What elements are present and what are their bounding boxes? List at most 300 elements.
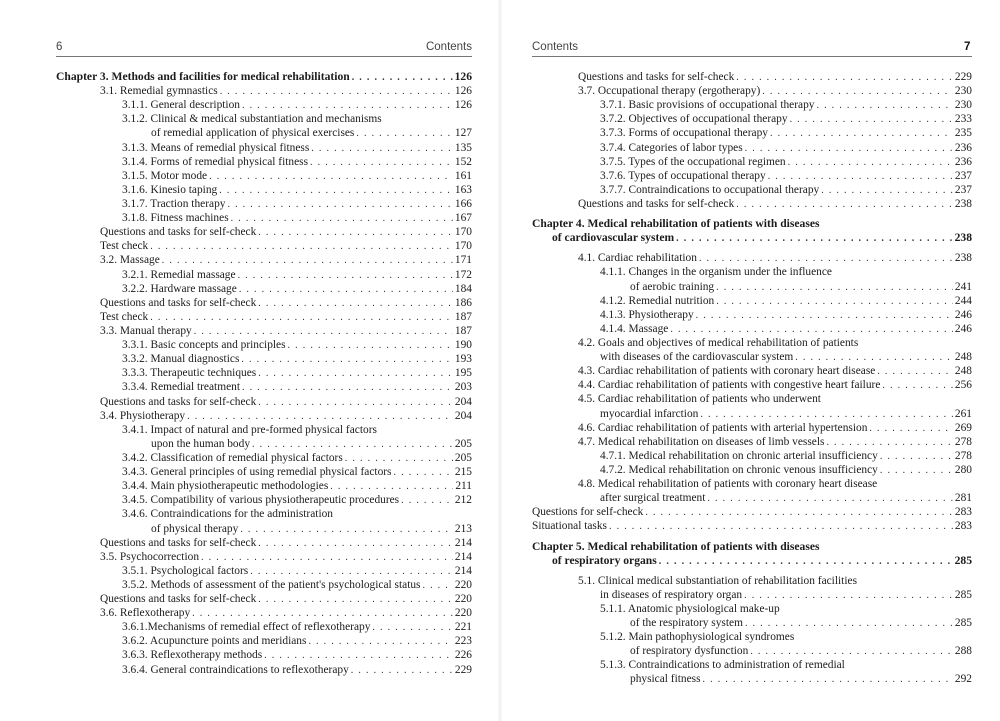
toc-entry-title: 3.3.3. Therapeutic techniques	[122, 367, 257, 380]
toc-entry[interactable]	[56, 479, 472, 493]
toc-entry[interactable]	[56, 522, 472, 536]
toc-entry-title: 4.1.3. Physiotherapy	[600, 308, 694, 321]
toc-entry-title: 3.7. Occupational therapy (ergotherapy)	[578, 85, 761, 98]
toc-entry[interactable]	[56, 126, 472, 140]
toc-page-number: 288	[954, 645, 972, 658]
toc-page-number: 238	[954, 197, 972, 210]
toc-entry-title: 3.5.2. Methods of assessment of the patient's psychological status	[122, 578, 421, 591]
toc-entry[interactable]	[532, 630, 972, 644]
right-header-rule	[532, 56, 972, 57]
toc-entry[interactable]	[532, 183, 972, 197]
toc-dot-leader	[356, 127, 453, 141]
toc-entry-title: 4.1.2. Remedial nutrition	[600, 294, 715, 307]
toc-page-number: 226	[454, 649, 472, 662]
toc-page-number: 205	[454, 437, 472, 450]
toc-page-number: 190	[454, 339, 472, 352]
toc-entry[interactable]	[56, 606, 472, 620]
toc-entry-title: 3.7.3. Forms of occupational therapy	[600, 127, 768, 140]
toc-entry-title: 3.1. Remedial gymnastics	[100, 85, 218, 98]
toc-entry-title: 4.1.1. Changes in the organism under the influence	[600, 266, 832, 279]
toc-page-number: 204	[454, 395, 472, 408]
toc-page-number: 220	[454, 593, 472, 606]
toc-page-number: 233	[954, 113, 972, 126]
toc-entry-title: 3.7.4. Categories of labor types	[600, 141, 743, 154]
toc-entry-title: Chapter 3. Methods and facilities for medical rehabilitation	[56, 70, 350, 83]
toc-page-number: 261	[954, 407, 972, 420]
toc-entry-title: Questions and tasks for self-check	[100, 593, 257, 606]
toc-page-number: 237	[954, 183, 972, 196]
toc-dot-leader	[736, 198, 953, 212]
toc-page-number: 170	[454, 226, 472, 239]
toc-dot-leader	[194, 325, 453, 339]
toc-entry[interactable]	[56, 268, 472, 282]
toc-entry[interactable]	[532, 155, 972, 169]
toc-page-number: 152	[454, 155, 472, 168]
toc-entry-title: 4.1. Cardiac rehabilitation	[578, 252, 697, 265]
toc-page-number: 166	[454, 197, 472, 210]
toc-entry[interactable]	[56, 112, 472, 126]
left-page	[0, 0, 497, 721]
toc-entry[interactable]	[56, 507, 472, 521]
toc-page-number: 248	[954, 365, 972, 378]
toc-entry[interactable]	[56, 338, 472, 352]
toc-entry-title: 3.7.7. Contraindications to occupational therapy	[600, 183, 820, 196]
toc-entry-title: 3.4.2. Classification of remedial physical factors	[122, 451, 343, 464]
toc-entry-title: Questions and tasks for self-check	[100, 226, 257, 239]
toc-entry[interactable]	[532, 519, 972, 533]
toc-entry[interactable]	[532, 616, 972, 630]
toc-entry[interactable]	[56, 84, 472, 98]
toc-dot-leader	[258, 226, 453, 240]
toc-dot-leader	[162, 254, 453, 268]
toc-page-number: 256	[954, 379, 972, 392]
toc-entry[interactable]	[532, 112, 972, 126]
toc-dot-leader	[882, 379, 953, 393]
toc-entry-title: 3.4.4. Main physiotherapeutic methodologies	[122, 480, 329, 493]
toc-page-number: 285	[954, 588, 972, 601]
toc-page-number: 244	[954, 294, 972, 307]
toc-entry[interactable]	[56, 437, 472, 451]
toc-chapter-entry[interactable]	[532, 231, 972, 245]
toc-entry[interactable]	[56, 550, 472, 564]
toc-entry[interactable]	[56, 239, 472, 253]
right-running-head: Contents	[532, 41, 579, 53]
toc-entry-title: of remedial application of physical exercises	[151, 127, 355, 140]
toc-entry-title: of respiratory dysfunction	[630, 645, 749, 658]
toc-entry-title: in diseases of respiratory organ	[600, 588, 743, 601]
toc-entry[interactable]	[56, 324, 472, 338]
toc-page-number: 221	[454, 621, 472, 634]
toc-entry-title: 3.3.4. Remedial treatment	[122, 381, 240, 394]
toc-entry-title: 5.1. Clinical medical substantiation of rehabilitation facilities	[578, 574, 857, 587]
toc-entry-title: Questions and tasks for self-check	[100, 395, 257, 408]
toc-page-number: 229	[454, 663, 472, 676]
toc-entry-title: 3.3.1. Basic concepts and principles	[122, 339, 286, 352]
toc-dot-leader	[264, 649, 453, 663]
toc-entry-title: Situational tasks	[532, 520, 607, 533]
toc-page-number: 167	[454, 212, 472, 225]
toc-dot-leader	[736, 71, 953, 85]
toc-entry[interactable]	[56, 169, 472, 183]
toc-entry-title: 5.1.1. Anatomic physiological make-up	[600, 602, 780, 615]
toc-entry[interactable]	[56, 423, 472, 437]
toc-entry-title: 3.5.1. Psychological factors	[122, 564, 249, 577]
toc-page-number: 127	[454, 127, 472, 140]
toc-entry[interactable]	[532, 658, 972, 672]
toc-entry[interactable]	[56, 663, 472, 677]
toc-chapter-entry[interactable]	[532, 554, 972, 568]
toc-dot-leader	[231, 212, 453, 226]
toc-page-number: 170	[454, 240, 472, 253]
toc-dot-leader	[308, 635, 452, 649]
toc-page-number: 285	[954, 553, 972, 567]
toc-page-number: 237	[954, 169, 972, 182]
toc-entry-title: of respiratory organs	[552, 553, 657, 567]
toc-page-number: 184	[454, 282, 472, 295]
toc-page-number: 229	[954, 71, 972, 83]
toc-page-number: 214	[454, 550, 472, 563]
toc-entry-title: 3.7.2. Objectives of occupational therapy	[600, 113, 788, 126]
toc-dot-leader	[745, 617, 953, 631]
toc-dot-leader	[401, 494, 453, 508]
toc-entry-title: myocardial infarction	[600, 407, 699, 420]
toc-dot-leader	[311, 142, 453, 156]
toc-dot-leader	[790, 113, 953, 127]
toc-page-number: 246	[954, 308, 972, 321]
toc-page-number: 238	[954, 231, 972, 245]
toc-page-number: 280	[954, 463, 972, 476]
toc-page-number: 135	[454, 141, 472, 154]
toc-page-number: 230	[954, 85, 972, 98]
toc-entry-title: 3.7.1. Basic provisions of occupational therapy	[600, 99, 815, 112]
toc-dot-leader	[696, 309, 953, 323]
toc-dot-leader	[220, 85, 453, 99]
toc-entry[interactable]	[532, 126, 972, 140]
toc-page-number: 236	[954, 155, 972, 168]
toc-page-number: 285	[954, 617, 972, 630]
toc-dot-leader	[288, 339, 453, 353]
toc-dot-leader	[242, 381, 453, 395]
toc-entry[interactable]	[532, 491, 972, 505]
toc-entry-title: Questions for self-check	[532, 506, 644, 519]
toc-entry-title: of the respiratory system	[630, 617, 743, 630]
toc-entry[interactable]	[532, 505, 972, 519]
toc-page-number: 214	[454, 564, 472, 577]
toc-entry-title: 4.8. Medical rehabilitation of patients with coronary heart disease	[578, 478, 878, 491]
toc-dot-leader	[670, 323, 953, 337]
toc-dot-leader	[770, 127, 953, 141]
toc-entry[interactable]	[532, 574, 972, 588]
toc-page-number: 236	[954, 141, 972, 154]
toc-entry-title: 5.1.3. Contraindications to administration of remedial	[600, 659, 845, 672]
toc-entry[interactable]	[56, 352, 472, 366]
toc-page-number: 278	[954, 449, 972, 462]
right-page-number: 7	[964, 41, 971, 53]
toc-entry-title: 4.1.4. Massage	[600, 322, 669, 335]
toc-page-number: 241	[954, 280, 972, 293]
toc-entry[interactable]	[56, 465, 472, 479]
toc-entry-title: 4.7.2. Medical rehabilitation on chronic venous insufficiency	[600, 463, 878, 476]
toc-dot-leader	[795, 351, 953, 365]
toc-entry[interactable]	[56, 395, 472, 409]
toc-entry[interactable]	[532, 265, 972, 279]
toc-dot-leader	[239, 283, 453, 297]
toc-entry[interactable]	[532, 364, 972, 378]
toc-entry-title: 3.1.2. Clinical & medical substantiation and mechanisms	[122, 113, 382, 126]
toc-entry-title: 3.4.3. General principles of using remedial physical factors	[122, 466, 392, 479]
toc-dot-leader	[821, 184, 953, 198]
toc-dot-leader	[241, 353, 453, 367]
toc-dot-leader	[330, 480, 453, 494]
toc-page-number: 281	[954, 492, 972, 505]
toc-page-number: 230	[954, 99, 972, 112]
toc-entry[interactable]	[56, 380, 472, 394]
toc-entry-title: 3.1.5. Motor mode	[122, 169, 208, 182]
toc-page-number: 223	[454, 635, 472, 648]
toc-entry[interactable]	[532, 98, 972, 112]
toc-entry-title: Test check	[100, 240, 149, 253]
toc-entry-title: of cardiovascular system	[552, 231, 675, 245]
toc-entry[interactable]	[56, 183, 472, 197]
toc-dot-leader	[762, 85, 953, 99]
toc-entry[interactable]	[532, 477, 972, 491]
toc-dot-leader	[345, 452, 453, 466]
toc-entry-title: 3.4.6. Contraindications for the administration	[122, 508, 334, 521]
toc-entry-title: upon the human body	[151, 437, 251, 450]
toc-entry-title: 4.7.1. Medical rehabilitation on chronic arterial insufficiency	[600, 449, 878, 462]
toc-entry-title: 3.4.5. Compatibility of various physiotherapeutic procedures	[122, 494, 400, 507]
toc-entry-title: 3.3.2. Manual diagnostics	[122, 353, 240, 366]
toc-entry[interactable]	[56, 366, 472, 380]
toc-entry[interactable]	[532, 407, 972, 421]
toc-entry[interactable]	[56, 225, 472, 239]
toc-entry[interactable]	[56, 536, 472, 550]
toc-entry[interactable]	[56, 634, 472, 648]
toc-dot-leader	[699, 252, 953, 266]
toc-entry-title: physical fitness	[630, 673, 701, 686]
toc-entry-title: 3.4.1. Impact of natural and pre-formed physical factors	[122, 423, 377, 436]
toc-dot-leader	[609, 520, 953, 534]
toc-page-number: 235	[954, 127, 972, 140]
toc-page-number: 292	[954, 673, 972, 686]
toc-entry[interactable]	[56, 282, 472, 296]
toc-dot-leader	[252, 438, 453, 452]
toc-dot-leader	[310, 156, 453, 170]
toc-entry-title: Chapter 4. Medical rehabilitation of patients with diseases	[532, 217, 820, 231]
toc-entry-title: with diseases of the cardiovascular system	[600, 351, 794, 364]
toc-entry-title: 3.6. Reflexotherapy	[100, 607, 191, 620]
toc-page-number: 283	[954, 506, 972, 519]
toc-entry[interactable]	[532, 322, 972, 336]
toc-dot-leader	[240, 523, 453, 537]
toc-entry[interactable]	[56, 155, 472, 169]
toc-entry[interactable]	[56, 310, 472, 324]
toc-page-number: 269	[954, 421, 972, 434]
toc-dot-leader	[372, 621, 453, 635]
right-page	[503, 0, 1000, 721]
toc-entry-title: 4.4. Cardiac rehabilitation of patients with congestive heart failure	[578, 379, 881, 392]
toc-entry[interactable]	[56, 98, 472, 112]
toc-entry[interactable]	[532, 449, 972, 463]
toc-entry-title: Chapter 5. Medical rehabilitation of patients with diseases	[532, 539, 820, 553]
toc-entry[interactable]	[56, 197, 472, 211]
toc-entry[interactable]	[532, 378, 972, 392]
toc-dot-leader	[645, 506, 953, 520]
toc-entry-title: 4.2. Goals and objectives of medical rehabilitation of patients	[578, 336, 859, 349]
toc-page-number: 204	[454, 409, 472, 422]
toc-entry-title: 3.5. Psychocorrection	[100, 550, 200, 563]
toc-entry-title: 4.5. Cardiac rehabilitation of patients who underwent	[578, 393, 821, 406]
toc-entry[interactable]	[532, 169, 972, 183]
left-toc	[56, 70, 472, 677]
toc-entry[interactable]	[532, 435, 972, 449]
toc-entry-title: 3.3. Manual therapy	[100, 324, 192, 337]
toc-dot-leader	[716, 295, 953, 309]
toc-entry[interactable]	[532, 602, 972, 616]
toc-dot-leader	[242, 99, 453, 113]
toc-dot-leader	[258, 297, 453, 311]
left-header-rule	[56, 56, 472, 57]
toc-entry[interactable]	[56, 578, 472, 592]
toc-entry-title: of aerobic training	[630, 280, 715, 293]
toc-entry-title: Questions and tasks for self-check	[578, 197, 735, 210]
toc-dot-leader	[394, 466, 453, 480]
toc-dot-leader	[707, 492, 952, 506]
toc-dot-leader	[187, 410, 453, 424]
toc-dot-leader	[700, 408, 953, 422]
toc-dot-leader	[201, 551, 453, 565]
toc-entry-title: 4.3. Cardiac rehabilitation of patients with coronary heart disease	[578, 365, 876, 378]
toc-page-number: 126	[454, 99, 472, 112]
toc-entry[interactable]	[532, 463, 972, 477]
toc-page-number: 220	[454, 607, 472, 620]
toc-page-number: 211	[455, 480, 472, 493]
toc-page-number: 187	[454, 310, 472, 323]
toc-entry[interactable]	[532, 672, 972, 686]
toc-page-number: 215	[454, 466, 472, 479]
toc-entry-title: 3.2. Massage	[100, 254, 160, 267]
toc-dot-leader	[258, 593, 453, 607]
toc-dot-leader	[352, 71, 453, 85]
toc-dot-leader	[869, 422, 952, 436]
toc-entry-title: 3.7.6. Types of occupational therapy	[600, 169, 766, 182]
toc-entry[interactable]	[56, 211, 472, 225]
toc-entry[interactable]	[56, 451, 472, 465]
toc-entry[interactable]	[532, 588, 972, 602]
toc-entry[interactable]	[532, 392, 972, 406]
toc-entry-title: 3.6.4. General contraindications to reflexotherapy	[122, 663, 349, 676]
toc-page-number: 238	[954, 252, 972, 265]
toc-entry-title: 3.1.6. Kinesio taping	[122, 183, 218, 196]
toc-entry[interactable]	[532, 197, 972, 211]
toc-dot-leader	[219, 184, 453, 198]
toc-dot-leader	[209, 170, 453, 184]
toc-entry[interactable]	[532, 141, 972, 155]
toc-entry-title: 3.2.1. Remedial massage	[122, 268, 236, 281]
toc-entry-title: 3.1.7. Traction therapy	[122, 197, 226, 210]
toc-entry[interactable]	[56, 253, 472, 267]
toc-entry[interactable]	[532, 251, 972, 265]
toc-entry[interactable]	[532, 70, 972, 84]
toc-page-number: 186	[454, 296, 472, 309]
toc-entry[interactable]	[532, 421, 972, 435]
toc-dot-leader	[227, 198, 452, 212]
toc-dot-leader	[192, 607, 453, 621]
toc-entry[interactable]	[532, 280, 972, 294]
toc-entry[interactable]	[532, 84, 972, 98]
toc-entry[interactable]	[56, 141, 472, 155]
toc-dot-leader	[768, 170, 953, 184]
toc-dot-leader	[659, 555, 953, 569]
toc-entry-title: Questions and tasks for self-check	[100, 536, 257, 549]
toc-page-number: 220	[454, 578, 472, 591]
toc-dot-leader	[788, 156, 953, 170]
toc-entry[interactable]	[56, 592, 472, 606]
toc-entry[interactable]	[56, 564, 472, 578]
toc-entry-title: 3.1.8. Fitness machines	[122, 212, 229, 225]
toc-dot-leader	[258, 367, 453, 381]
toc-page-number: 212	[454, 494, 472, 507]
toc-entry[interactable]	[56, 409, 472, 423]
toc-page-number: 126	[454, 85, 472, 98]
toc-page-number: 195	[454, 367, 472, 380]
toc-page-number: 246	[954, 322, 972, 335]
toc-entry-title: 4.6. Cardiac rehabilitation of patients with arterial hypertension	[578, 421, 868, 434]
toc-chapter-entry[interactable]	[532, 217, 972, 231]
toc-entry-title: of physical therapy	[151, 522, 239, 535]
toc-dot-leader	[150, 240, 453, 254]
toc-entry-title: 3.7.5. Types of the occupational regimen	[600, 155, 786, 168]
toc-dot-leader	[877, 365, 953, 379]
toc-dot-leader	[150, 311, 453, 325]
toc-entry-title: 3.4. Physiotherapy	[100, 409, 186, 422]
toc-entry[interactable]	[56, 493, 472, 507]
toc-entry-title: 3.6.1.Mechanisms of remedial effect of reflexotherapy	[122, 621, 371, 634]
toc-page-number: 172	[454, 268, 472, 281]
toc-entry[interactable]	[532, 350, 972, 364]
toc-dot-leader	[750, 645, 953, 659]
toc-entry-title: Questions and tasks for self-check	[578, 71, 735, 83]
toc-entry-title: 3.1.3. Means of remedial physical fitness	[122, 141, 310, 154]
toc-page-number: 126	[454, 70, 472, 83]
toc-entry-title: Questions and tasks for self-check	[100, 296, 257, 309]
toc-entry-title: 3.2.2. Hardware massage	[122, 282, 237, 295]
toc-page-number: 203	[454, 381, 472, 394]
toc-entry-title: 3.1.4. Forms of remedial physical fitness	[122, 155, 309, 168]
toc-dot-leader	[745, 142, 953, 156]
toc-page-number: 163	[454, 183, 472, 196]
toc-entry[interactable]	[532, 644, 972, 658]
toc-page-number: 205	[454, 451, 472, 464]
toc-entry[interactable]	[56, 648, 472, 662]
toc-dot-leader	[744, 589, 953, 603]
toc-chapter-entry[interactable]	[532, 540, 972, 554]
toc-page-number: 214	[454, 536, 472, 549]
toc-dot-leader	[250, 565, 453, 579]
toc-entry[interactable]	[532, 308, 972, 322]
toc-entry[interactable]	[532, 294, 972, 308]
toc-dot-leader	[258, 537, 453, 551]
toc-dot-leader	[258, 396, 453, 410]
toc-entry[interactable]	[532, 336, 972, 350]
toc-dot-leader	[351, 664, 453, 678]
toc-page-number: 283	[954, 520, 972, 533]
toc-entry[interactable]	[56, 296, 472, 310]
toc-chapter-entry[interactable]	[56, 70, 472, 84]
left-running-head: Contents	[425, 41, 472, 53]
toc-page-number: 171	[454, 254, 472, 267]
toc-entry[interactable]	[56, 620, 472, 634]
